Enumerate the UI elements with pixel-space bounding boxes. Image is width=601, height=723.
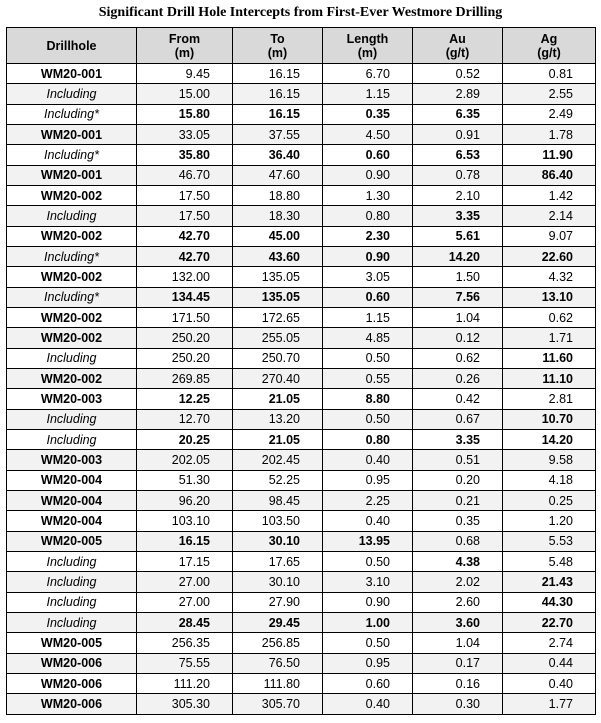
cell-to: 16.15 [233, 84, 323, 104]
cell-drillhole: Including [7, 348, 137, 368]
cell-ag: 2.14 [503, 206, 596, 226]
cell-au: 0.35 [413, 511, 503, 531]
cell-from: 75.55 [137, 653, 233, 673]
cell-from: 28.45 [137, 612, 233, 632]
table-row [7, 429, 596, 449]
cell-ag: 11.10 [503, 368, 596, 388]
cell-to: 52.25 [233, 470, 323, 490]
cell-from: 250.20 [137, 348, 233, 368]
cell-length: 0.60 [323, 145, 413, 165]
table-row [7, 470, 596, 490]
cell-to: 37.55 [233, 124, 323, 144]
cell-ag: 13.10 [503, 287, 596, 307]
cell-drillhole: Including* [7, 145, 137, 165]
cell-to: 111.80 [233, 673, 323, 693]
cell-au: 1.04 [413, 633, 503, 653]
cell-drillhole: WM20-002 [7, 226, 137, 246]
cell-length: 0.60 [323, 673, 413, 693]
cell-to: 13.20 [233, 409, 323, 429]
table-row [7, 124, 596, 144]
cell-to: 47.60 [233, 165, 323, 185]
cell-to: 135.05 [233, 287, 323, 307]
cell-to: 98.45 [233, 490, 323, 510]
table-row [7, 368, 596, 388]
table-row [7, 389, 596, 409]
cell-au: 0.16 [413, 673, 503, 693]
table-title: Significant Drill Hole Intercepts from First-Ever Westmore Drilling [98, 5, 503, 20]
cell-au: 5.61 [413, 226, 503, 246]
header-from: From (m) [137, 28, 233, 64]
cell-au: 6.53 [413, 145, 503, 165]
cell-ag: 2.49 [503, 104, 596, 124]
cell-length: 4.50 [323, 124, 413, 144]
cell-ag: 1.71 [503, 328, 596, 348]
cell-au: 0.26 [413, 368, 503, 388]
cell-ag: 0.25 [503, 490, 596, 510]
cell-from: 42.70 [137, 246, 233, 266]
cell-drillhole: WM20-002 [7, 185, 137, 205]
header-length: Length (m) [323, 28, 413, 64]
cell-from: 17.15 [137, 551, 233, 571]
cell-to: 16.15 [233, 104, 323, 124]
cell-ag: 0.40 [503, 673, 596, 693]
cell-length: 0.95 [323, 470, 413, 490]
table-row [7, 348, 596, 368]
cell-from: 256.35 [137, 633, 233, 653]
cell-to: 270.40 [233, 368, 323, 388]
cell-length: 3.05 [323, 267, 413, 287]
cell-length: 8.80 [323, 389, 413, 409]
cell-ag: 14.20 [503, 429, 596, 449]
cell-from: 305.30 [137, 694, 233, 714]
cell-from: 27.00 [137, 572, 233, 592]
cell-length: 13.95 [323, 531, 413, 551]
cell-ag: 9.07 [503, 226, 596, 246]
cell-au: 2.02 [413, 572, 503, 592]
cell-drillhole: WM20-003 [7, 389, 137, 409]
cell-from: 12.70 [137, 409, 233, 429]
header-ag: Ag (g/t) [503, 28, 596, 64]
cell-from: 250.20 [137, 328, 233, 348]
cell-ag: 21.43 [503, 572, 596, 592]
cell-au: 2.89 [413, 84, 503, 104]
table-row [7, 165, 596, 185]
cell-drillhole: Including [7, 551, 137, 571]
cell-from: 202.05 [137, 450, 233, 470]
cell-drillhole: Including [7, 572, 137, 592]
cell-to: 135.05 [233, 267, 323, 287]
cell-length: 1.15 [323, 307, 413, 327]
cell-from: 134.45 [137, 287, 233, 307]
table-row [7, 64, 596, 84]
cell-drillhole: WM20-003 [7, 450, 137, 470]
cell-from: 15.80 [137, 104, 233, 124]
cell-au: 0.12 [413, 328, 503, 348]
cell-ag: 22.60 [503, 246, 596, 266]
cell-from: 35.80 [137, 145, 233, 165]
cell-drillhole: WM20-004 [7, 470, 137, 490]
cell-drillhole: WM20-002 [7, 307, 137, 327]
cell-length: 0.50 [323, 551, 413, 571]
table-row [7, 592, 596, 612]
table-row [7, 653, 596, 673]
header-drillhole: Drillhole [7, 28, 137, 64]
cell-drillhole: WM20-001 [7, 124, 137, 144]
cell-drillhole: Including [7, 84, 137, 104]
cell-drillhole: Including [7, 429, 137, 449]
cell-au: 0.30 [413, 694, 503, 714]
cell-drillhole: Including [7, 206, 137, 226]
table-row [7, 226, 596, 246]
cell-length: 0.80 [323, 206, 413, 226]
table-row [7, 328, 596, 348]
cell-from: 17.50 [137, 185, 233, 205]
cell-ag: 86.40 [503, 165, 596, 185]
table-row [7, 551, 596, 571]
table-row [7, 185, 596, 205]
table-row [7, 511, 596, 531]
cell-from: 20.25 [137, 429, 233, 449]
header-au: Au (g/t) [413, 28, 503, 64]
cell-drillhole: Including [7, 409, 137, 429]
cell-ag: 9.58 [503, 450, 596, 470]
cell-length: 0.90 [323, 165, 413, 185]
cell-from: 51.30 [137, 470, 233, 490]
table-row [7, 267, 596, 287]
cell-to: 305.70 [233, 694, 323, 714]
cell-length: 0.50 [323, 409, 413, 429]
cell-length: 1.00 [323, 612, 413, 632]
cell-to: 30.10 [233, 531, 323, 551]
cell-length: 3.10 [323, 572, 413, 592]
cell-to: 16.15 [233, 64, 323, 84]
table-row [7, 673, 596, 693]
cell-ag: 5.48 [503, 551, 596, 571]
cell-au: 14.20 [413, 246, 503, 266]
cell-au: 0.42 [413, 389, 503, 409]
cell-length: 2.25 [323, 490, 413, 510]
table-row [7, 145, 596, 165]
cell-au: 2.60 [413, 592, 503, 612]
cell-drillhole: WM20-006 [7, 694, 137, 714]
cell-to: 76.50 [233, 653, 323, 673]
cell-to: 18.30 [233, 206, 323, 226]
cell-length: 0.50 [323, 633, 413, 653]
cell-drillhole: WM20-005 [7, 633, 137, 653]
cell-length: 0.35 [323, 104, 413, 124]
cell-ag: 4.18 [503, 470, 596, 490]
cell-au: 0.20 [413, 470, 503, 490]
cell-ag: 11.90 [503, 145, 596, 165]
cell-to: 21.05 [233, 429, 323, 449]
cell-to: 36.40 [233, 145, 323, 165]
cell-ag: 44.30 [503, 592, 596, 612]
cell-length: 2.30 [323, 226, 413, 246]
cell-ag: 1.77 [503, 694, 596, 714]
cell-to: 21.05 [233, 389, 323, 409]
cell-to: 45.00 [233, 226, 323, 246]
cell-to: 30.10 [233, 572, 323, 592]
cell-from: 27.00 [137, 592, 233, 612]
cell-ag: 0.62 [503, 307, 596, 327]
cell-drillhole: WM20-002 [7, 267, 137, 287]
cell-length: 1.30 [323, 185, 413, 205]
cell-to: 43.60 [233, 246, 323, 266]
cell-length: 0.90 [323, 592, 413, 612]
cell-au: 2.10 [413, 185, 503, 205]
cell-au: 0.68 [413, 531, 503, 551]
cell-length: 0.55 [323, 368, 413, 388]
cell-drillhole: WM20-001 [7, 165, 137, 185]
cell-ag: 11.60 [503, 348, 596, 368]
cell-ag: 0.44 [503, 653, 596, 673]
cell-from: 33.05 [137, 124, 233, 144]
cell-from: 42.70 [137, 226, 233, 246]
cell-au: 0.62 [413, 348, 503, 368]
cell-length: 0.40 [323, 694, 413, 714]
cell-ag: 10.70 [503, 409, 596, 429]
cell-length: 0.40 [323, 450, 413, 470]
cell-drillhole: WM20-004 [7, 511, 137, 531]
table-row [7, 450, 596, 470]
cell-length: 6.70 [323, 64, 413, 84]
cell-to: 172.65 [233, 307, 323, 327]
cell-au: 0.21 [413, 490, 503, 510]
table-row [7, 84, 596, 104]
cell-drillhole: Including* [7, 287, 137, 307]
table-row [7, 104, 596, 124]
cell-au: 0.91 [413, 124, 503, 144]
cell-to: 103.50 [233, 511, 323, 531]
table-row [7, 246, 596, 266]
header-to: To (m) [233, 28, 323, 64]
cell-drillhole: WM20-004 [7, 490, 137, 510]
cell-ag: 0.81 [503, 64, 596, 84]
cell-to: 255.05 [233, 328, 323, 348]
cell-length: 0.95 [323, 653, 413, 673]
cell-au: 0.51 [413, 450, 503, 470]
cell-from: 132.00 [137, 267, 233, 287]
cell-au: 0.52 [413, 64, 503, 84]
intercepts-table [6, 27, 596, 715]
cell-length: 0.50 [323, 348, 413, 368]
cell-au: 1.50 [413, 267, 503, 287]
cell-ag: 2.55 [503, 84, 596, 104]
cell-length: 0.80 [323, 429, 413, 449]
cell-to: 27.90 [233, 592, 323, 612]
cell-to: 29.45 [233, 612, 323, 632]
cell-au: 1.04 [413, 307, 503, 327]
cell-ag: 1.42 [503, 185, 596, 205]
cell-from: 12.25 [137, 389, 233, 409]
table-row [7, 287, 596, 307]
cell-length: 0.90 [323, 246, 413, 266]
cell-to: 250.70 [233, 348, 323, 368]
cell-drillhole: Including [7, 592, 137, 612]
cell-from: 96.20 [137, 490, 233, 510]
cell-ag: 4.32 [503, 267, 596, 287]
cell-ag: 2.74 [503, 633, 596, 653]
cell-ag: 1.20 [503, 511, 596, 531]
cell-drillhole: Including [7, 612, 137, 632]
cell-length: 0.40 [323, 511, 413, 531]
cell-au: 4.38 [413, 551, 503, 571]
cell-from: 171.50 [137, 307, 233, 327]
cell-au: 3.60 [413, 612, 503, 632]
cell-from: 9.45 [137, 64, 233, 84]
cell-length: 4.85 [323, 328, 413, 348]
table-row [7, 694, 596, 714]
cell-to: 18.80 [233, 185, 323, 205]
table-row [7, 307, 596, 327]
cell-ag: 5.53 [503, 531, 596, 551]
cell-length: 1.15 [323, 84, 413, 104]
cell-drillhole: WM20-006 [7, 653, 137, 673]
cell-ag: 2.81 [503, 389, 596, 409]
cell-au: 7.56 [413, 287, 503, 307]
cell-au: 3.35 [413, 206, 503, 226]
cell-to: 256.85 [233, 633, 323, 653]
cell-from: 269.85 [137, 368, 233, 388]
cell-drillhole: WM20-002 [7, 328, 137, 348]
cell-from: 111.20 [137, 673, 233, 693]
cell-ag: 1.78 [503, 124, 596, 144]
cell-from: 15.00 [137, 84, 233, 104]
cell-drillhole: WM20-001 [7, 64, 137, 84]
cell-from: 103.10 [137, 511, 233, 531]
cell-au: 3.35 [413, 429, 503, 449]
table-row [7, 490, 596, 510]
cell-drillhole: Including* [7, 104, 137, 124]
table-row [7, 633, 596, 653]
cell-from: 46.70 [137, 165, 233, 185]
cell-au: 0.67 [413, 409, 503, 429]
table-row [7, 572, 596, 592]
cell-from: 16.15 [137, 531, 233, 551]
cell-ag: 22.70 [503, 612, 596, 632]
table-row [7, 409, 596, 429]
cell-au: 0.17 [413, 653, 503, 673]
table-row [7, 531, 596, 551]
header-row [7, 28, 596, 64]
table-row [7, 206, 596, 226]
cell-au: 0.78 [413, 165, 503, 185]
cell-length: 0.60 [323, 287, 413, 307]
cell-to: 17.65 [233, 551, 323, 571]
cell-drillhole: WM20-006 [7, 673, 137, 693]
cell-to: 202.45 [233, 450, 323, 470]
table-row [7, 612, 596, 632]
cell-drillhole: Including* [7, 246, 137, 266]
cell-drillhole: WM20-002 [7, 368, 137, 388]
cell-drillhole: WM20-005 [7, 531, 137, 551]
cell-au: 6.35 [413, 104, 503, 124]
cell-from: 17.50 [137, 206, 233, 226]
